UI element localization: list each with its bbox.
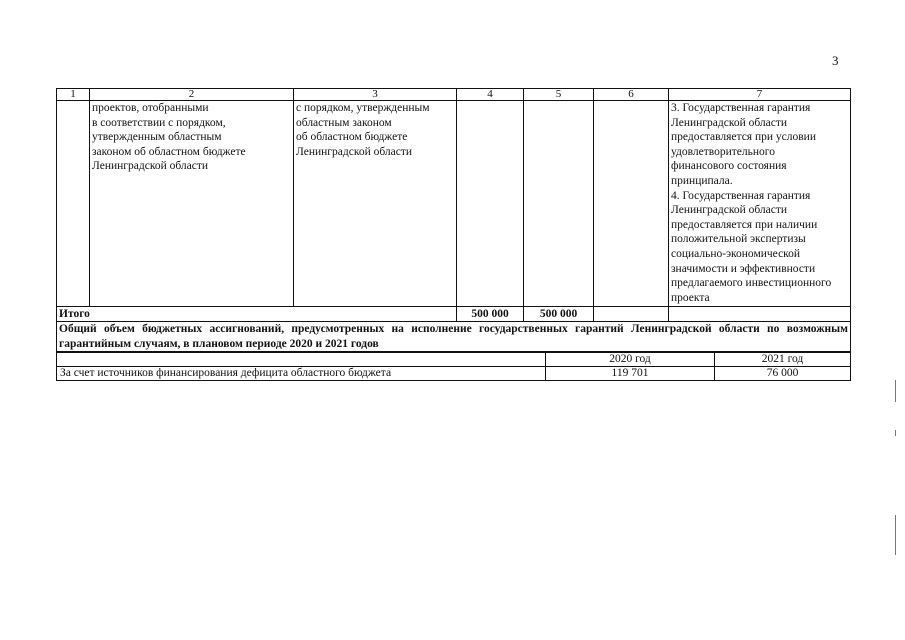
total-col6 (594, 307, 669, 322)
total-col4: 500 000 (457, 307, 524, 322)
cell-line: 4. Государственная гарантия (671, 189, 811, 202)
cell-col1 (57, 101, 90, 307)
cell-col3 (294, 101, 457, 307)
cell-line: 3. Государственная гарантия (671, 102, 811, 114)
cell-line: предоставляется при наличии (671, 218, 818, 231)
year-2021: 2021 год (715, 353, 851, 367)
cell-col7 (669, 101, 851, 307)
cell-line: социально-экономической (671, 247, 801, 260)
cell-line: законом об областном бюджете (92, 145, 246, 158)
cell-line: Ленинградской области (296, 145, 413, 158)
note-row (57, 322, 851, 352)
financing-label: За счет источников финансирования дефицита областного бюджета (57, 367, 546, 381)
header-cell: 2 (90, 89, 294, 101)
total-label: Итого (57, 307, 457, 322)
cell-line: удовлетворительного (671, 145, 775, 158)
header-cell: 7 (669, 89, 851, 101)
year-row (57, 353, 851, 367)
year-2020: 2020 год (546, 353, 715, 367)
cell-line: в соответствии с порядком, (92, 116, 226, 129)
cell-line: об областном бюджете (296, 131, 408, 144)
financing-2021: 76 000 (715, 367, 851, 381)
cell-line: финансового состояния (671, 160, 787, 173)
cell-line: областным законом (296, 116, 392, 129)
header-cell: 3 (294, 89, 457, 101)
cell-line: положительной экспертизы (671, 233, 806, 246)
table-row (57, 101, 851, 307)
total-row (57, 307, 851, 322)
cell-line: Ленинградской области (671, 204, 788, 217)
header-row (57, 89, 851, 101)
cell-line: проектов, отобранными (92, 102, 209, 114)
cell-line: предоставляется при условии (671, 131, 816, 144)
planning-period-table (56, 352, 851, 381)
cell-col5 (524, 101, 594, 307)
scan-artifact (895, 380, 896, 402)
financing-2020: 119 701 (546, 367, 715, 381)
total-col7 (669, 307, 851, 322)
year-label-empty (57, 353, 546, 367)
cell-line: Ленинградской области (92, 160, 209, 173)
cell-line: принципала. (671, 174, 733, 187)
cell-line: проекта (671, 291, 710, 304)
header-cell: 1 (57, 89, 90, 101)
cell-col2 (90, 101, 294, 307)
scan-artifact (895, 515, 896, 555)
guarantees-table (56, 88, 850, 381)
financing-row (57, 367, 851, 381)
header-cell: 5 (524, 89, 594, 101)
page-number: 3 (832, 53, 839, 68)
header-cell: 4 (457, 89, 524, 101)
cell-line: с порядком, утвержденным (296, 102, 430, 114)
cell-line: Ленинградской области (671, 116, 788, 129)
cell-line: значимости и эффективности (671, 262, 816, 275)
note-text: Общий объем бюджетных ассигнований, предусмотренных на исполнение государственных гарантий Ленинградской области по возможным гарантийным случаям, в плановом периоде 2020 и 2021 годов (57, 322, 851, 352)
scan-artifact (895, 430, 896, 436)
cell-line: утвержденным областным (92, 131, 222, 144)
cell-col6 (594, 101, 669, 307)
total-col5: 500 000 (524, 307, 594, 322)
cell-line: предлагаемого инвестиционного (671, 277, 832, 290)
cell-col4 (457, 101, 524, 307)
header-cell: 6 (594, 89, 669, 101)
